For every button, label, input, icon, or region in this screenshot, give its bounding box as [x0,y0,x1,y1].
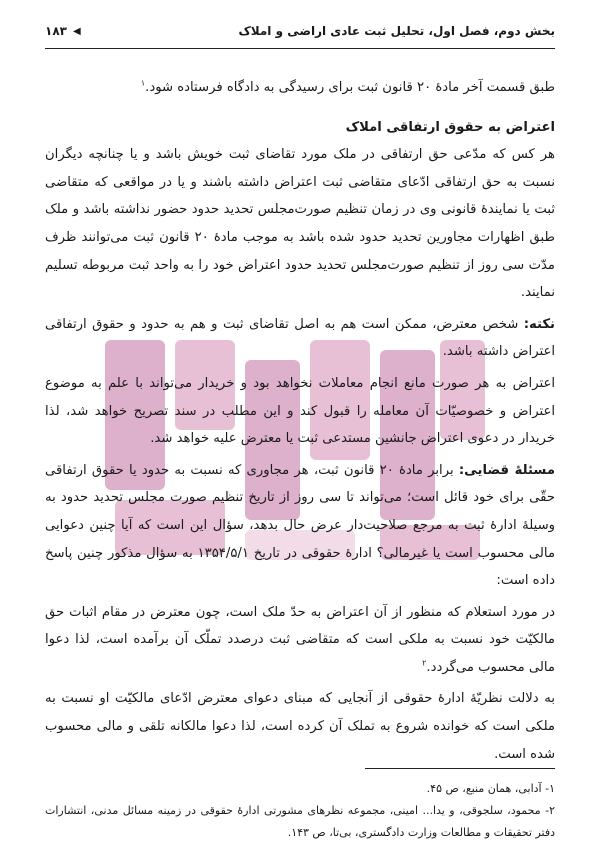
page-number-group [45,24,81,38]
paragraph-intro: طبق قسمت آخر مادهٔ ۲۰ قانون ثبت برای رسیدگی به دادگاه فرستاده شود.$^۱$ [140,78,555,95]
legal-issue-label: مسئلهٔ قضایی: [458,462,556,478]
footnote-ref-1: ۱ [140,78,146,88]
footnote-2: ۲- محمود، سلجوقی، و یدا... امینی، مجموعه نظرهای مشورتی ادارهٔ حقوقی در زمینه مسائل مدنی، انتشارات دفتر تحقیقات و مطالعات وزارت دادگستری، بی‌تا، ص ۱۴۳. [45,804,555,839]
paragraph-3: اعتراض به هر صورت مانع انجام معاملات نخواهد بود و خریدار می‌تواند با علم به موضوع اعتراض و خصوصیّات آن معامله را قبول کند و این مطلب در سند تصریح خواهد شد، لذا خریدار در دعوی اعتراض جانشین مستدعی ثبت یا معترض علیه خواهد شد. [45,375,555,447]
paragraph-legal-issue: مسئلهٔ قضایی: برابر مادهٔ ۲۰ قانون ثبت، هر مجاوری که نسبت به حدود یا حقوق ارتفاقی حقّی برای خود قائل است؛ می‌تواند تا سی روز از تاریخ تنظیم صورت مجلس تحدید حدود به وسیلهٔ ادارهٔ ثبت به مرجع صلاحیت‌دار عرض حال بدهد، سؤال این است که آیا چنین دعوایی مالی محسوب است یا غیرمالی؟ ادارهٔ حقوقی در تاریخ ۱۳۵۴/۵/۱ به سؤال مذکور چنین پاسخ داده است: [45,462,556,589]
footnote-ref-2: ۲ [422,658,427,668]
page-number: ۱۸۳ [45,24,67,38]
note-label: نکته: [523,316,555,332]
paragraph-note: نکته: شخص معترض، ممکن است هم به اصل تقاضای ثبت و هم به حدود و حقوق ارتفاقی اعتراض داشته باشد. [45,316,555,360]
body-text [45,74,555,768]
footnotes [45,778,555,844]
triangle-arrow-icon: ◀ [72,25,81,37]
footnote-1: ۱- آدابی، همان منبع، ص ۴۵. [426,782,555,795]
paragraph-5: در مورد استعلام که منظور از آن اعتراض به حدّ ملک است، چون معترض در مقام اثبات حق مالکیّت خود نسبت به ملکی است که متقاضی ثبت درصدد تملّک آن برآمده است، لذا دعوا مالی محسوب می‌گردد.$^۲$ [45,604,555,675]
section-heading: اعتراض به حقوق ارتفاقی املاک [345,119,555,135]
paragraph-1: هر کس که مدّعی حق ارتفاقی در ملک مورد تقاضای ثبت خویش باشد و یا چنانچه دیگران نسبت به حق ارتفاقی ادّعای متقاضی ثبت اعتراض داشته باشند و یا در مواقعی که متقاضی ثبت یا نمایندهٔ قانونی وی در زمان تنظیم صورت‌مجلس تحدید حدود حضور نداشته باشد و ملک طبق اظهارات مجاورین تحدید حدود شده باشد به موجب مادهٔ ۲۰ قانون ثبت می‌توانند ظرف مدّت سی روز از تنظیم صورت‌مجلس تحدید حدود اعتراض خود را به واحد ثبت مربوطه تسلیم نمایند. [45,147,555,301]
running-header [45,20,555,42]
running-title: بخش دوم، فصل اول، تحلیل ثبت عادی اراضی و املاک [238,24,555,38]
paragraph-6: به دلالت نظریّهٔ ادارهٔ حقوقی از آنجایی که مبنای دعوای معترض ادّعای مالکیّت او نسبت به ملکی است که خوانده شروع به تملک آن کرده است، لذا دعوا مالکانه تلقی و مالی محسوب شده است. [45,691,555,762]
header-divider [45,48,555,49]
